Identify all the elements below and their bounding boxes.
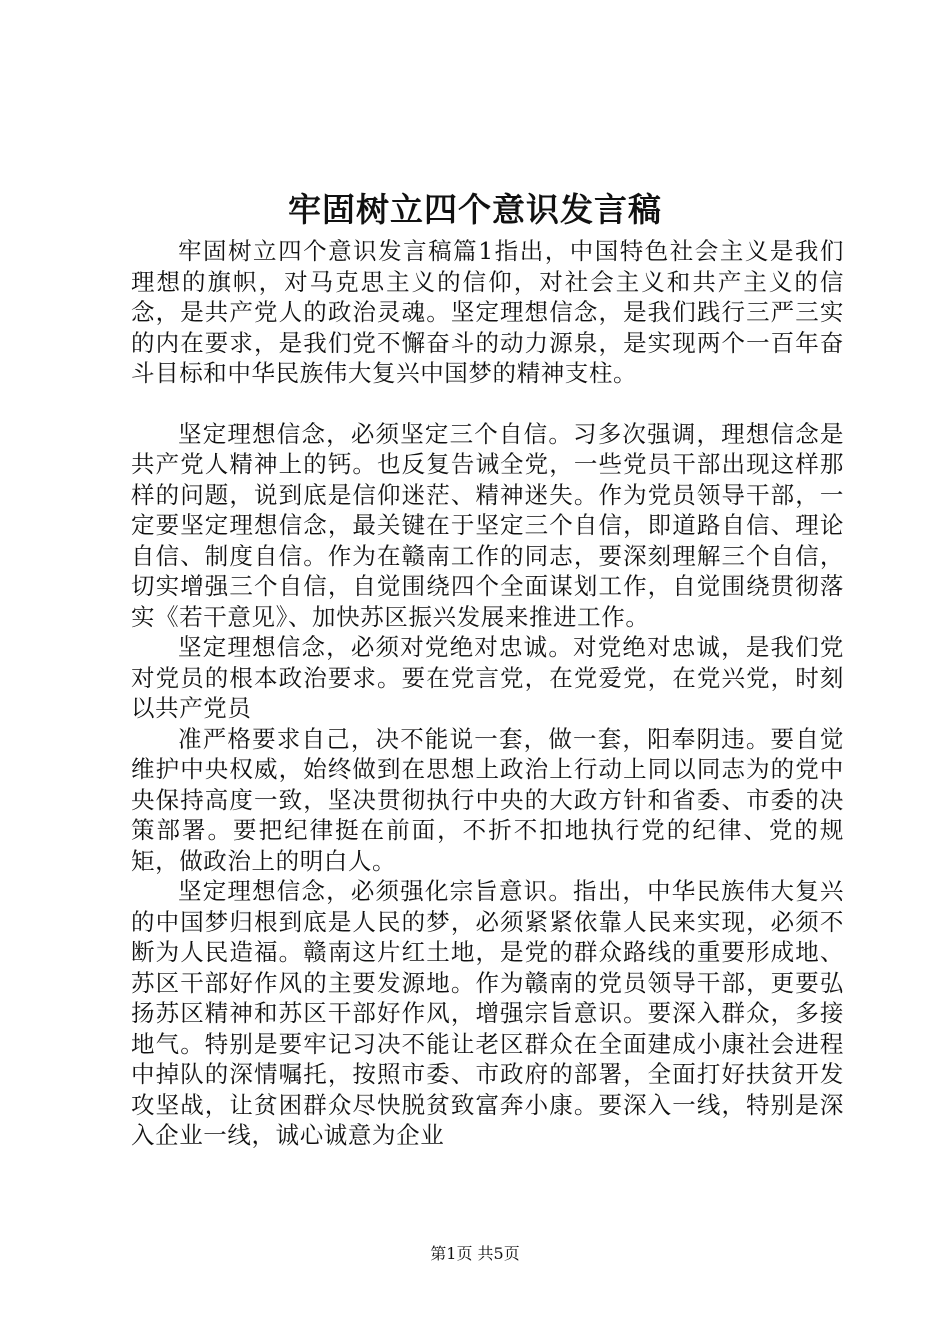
page-footer: 第1页 共5页 (430, 1244, 520, 1263)
paragraph-3: 坚定理想信念，必须对党绝对忠诚。对党绝对忠诚，是我们党对党员的根本政治要求。要在党言党，在党爱党，在党兴党，时刻以共产党员 (131, 633, 844, 722)
paragraph-2: 坚定理想信念，必须坚定三个自信。习多次强调，理想信念是共产党人精神上的钙。也反复告诫全党，一些党员干部出现这样那样的问题，说到底是信仰迷茫、精神迷失。作为党员领导干部，一定要坚定理想信念，最关键在于坚定三个自信，即道路自信、理论自信、制度自信。作为在赣南工作的同志，要深刻理解三个自信，切实增强三个自信，自觉围绕四个全面谋划工作，自觉围绕贯彻落实《若干意见》、加快苏区振兴发展来推进工作。 (131, 419, 844, 631)
document-title: 牢固树立四个意识发言稿 (288, 190, 662, 229)
paragraph-4: 准严格要求自己，决不能说一套，做一套，阳奉阴违。要自觉维护中央权威，始终做到在思想上政治上行动上同以同志为的党中央保持高度一致，坚决贯彻执行中央的大政方针和省委、市委的决策部署。要把纪律挺在前面，不折不扣地执行党的纪律、党的规矩，做政治上的明白人。 (131, 724, 844, 875)
paragraph-5: 坚定理想信念，必须强化宗旨意识。指出，中华民族伟大复兴的中国梦归根到底是人民的梦，必须紧紧依靠人民来实现，必须不断为人民造福。赣南这片红土地，是党的群众路线的重要形成地、苏区干部好作风的主要发源地。作为赣南的党员领导干部，更要弘扬苏区精神和苏区干部好作风，增强宗旨意识。要深入群众，多接地气。特别是要牢记习决不能让老区群众在全面建成小康社会进程中掉队的深情嘱托，按照市委、市政府的部署，全面打好扶贫开发攻坚战，让贫困群众尽快脱贫致富奔小康。要深入一线，特别是深入企业一线，诚心诚意为企业 (131, 877, 844, 1149)
paragraph-1: 牢固树立四个意识发言稿篇1指出，中国特色社会主义是我们理想的旗帜，对马克思主义的信仰，对社会主义和共产主义的信念，是共产党人的政治灵魂。坚定理想信念，是我们践行三严三实的内在要求，是我们党不懈奋斗的动力源泉，是实现两个一百年奋斗目标和中华民族伟大复兴中国梦的精神支柱。 (131, 237, 844, 387)
document-body (131, 236, 844, 1151)
